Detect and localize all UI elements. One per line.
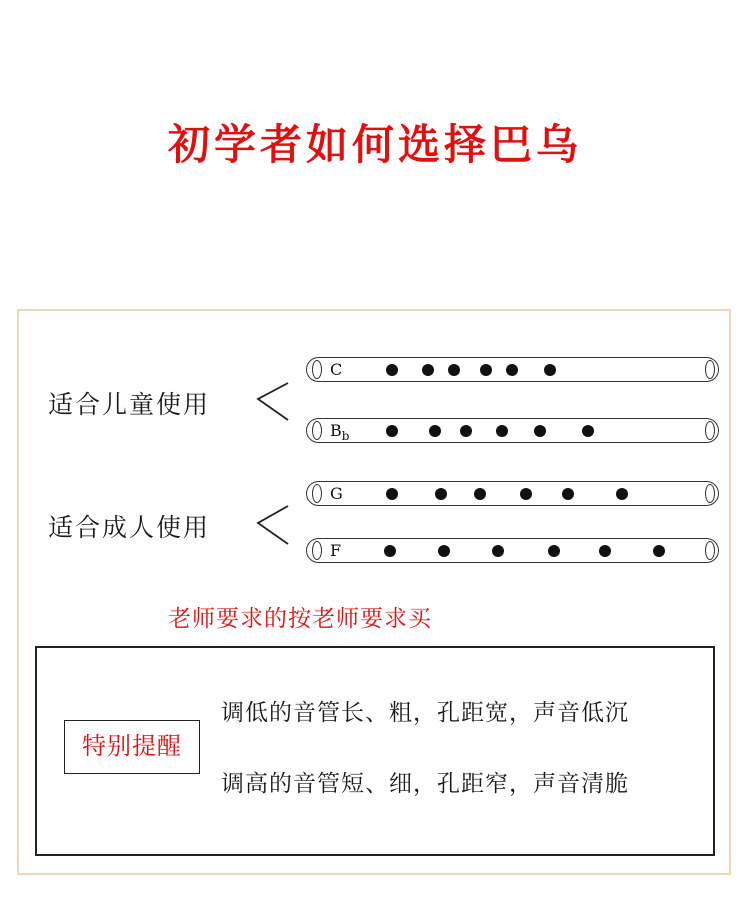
pipe-key-label: C xyxy=(330,360,343,379)
pipe-f xyxy=(306,538,719,563)
tone-hole xyxy=(544,364,556,376)
tone-hole xyxy=(582,425,594,437)
pipe-bb xyxy=(306,418,719,443)
tone-hole xyxy=(438,545,450,557)
tone-hole xyxy=(448,364,460,376)
teacher-note: 老师要求的按老师要求买 xyxy=(168,606,432,632)
pipe-key-label: G xyxy=(330,484,343,503)
tone-hole xyxy=(422,364,434,376)
tone-hole xyxy=(548,545,560,557)
pipe-end-left xyxy=(312,541,322,560)
tone-hole xyxy=(384,545,396,557)
tone-hole xyxy=(386,488,398,500)
tone-hole xyxy=(616,488,628,500)
tone-hole xyxy=(496,425,508,437)
tone-hole xyxy=(460,425,472,437)
children-group-label: 适合儿童使用 xyxy=(48,390,211,419)
pipe-end-left xyxy=(312,421,322,440)
pipe-end-right xyxy=(705,484,715,503)
tone-hole xyxy=(386,364,398,376)
tone-hole xyxy=(492,545,504,557)
tone-hole xyxy=(506,364,518,376)
tone-hole xyxy=(653,545,665,557)
tone-hole xyxy=(474,488,486,500)
tone-hole xyxy=(520,488,532,500)
tone-hole xyxy=(562,488,574,500)
tone-hole xyxy=(429,425,441,437)
reminder-line-high: 调高的音管短、细，孔距窄，声音清脆 xyxy=(221,771,629,797)
tone-hole xyxy=(599,545,611,557)
tone-hole xyxy=(534,425,546,437)
pipe-end-right xyxy=(705,360,715,379)
pipe-end-left xyxy=(312,484,322,503)
page-title: 初学者如何选择巴乌 xyxy=(167,120,582,169)
adult-group-label: 适合成人使用 xyxy=(48,513,211,542)
reminder-line-low: 调低的音管长、粗，孔距宽，声音低沉 xyxy=(221,700,629,726)
pipe-c xyxy=(306,357,719,382)
pipe-key-label: $B_b$ xyxy=(330,421,350,444)
pipe-g xyxy=(306,481,719,506)
pipe-end-right xyxy=(705,541,715,560)
pipe-key-label: F xyxy=(330,541,342,560)
reminder-tag: 特别提醒 xyxy=(64,720,200,774)
pipe-end-left xyxy=(312,360,322,379)
tone-hole xyxy=(435,488,447,500)
tone-hole xyxy=(480,364,492,376)
pipe-end-right xyxy=(705,421,715,440)
tone-hole xyxy=(386,425,398,437)
